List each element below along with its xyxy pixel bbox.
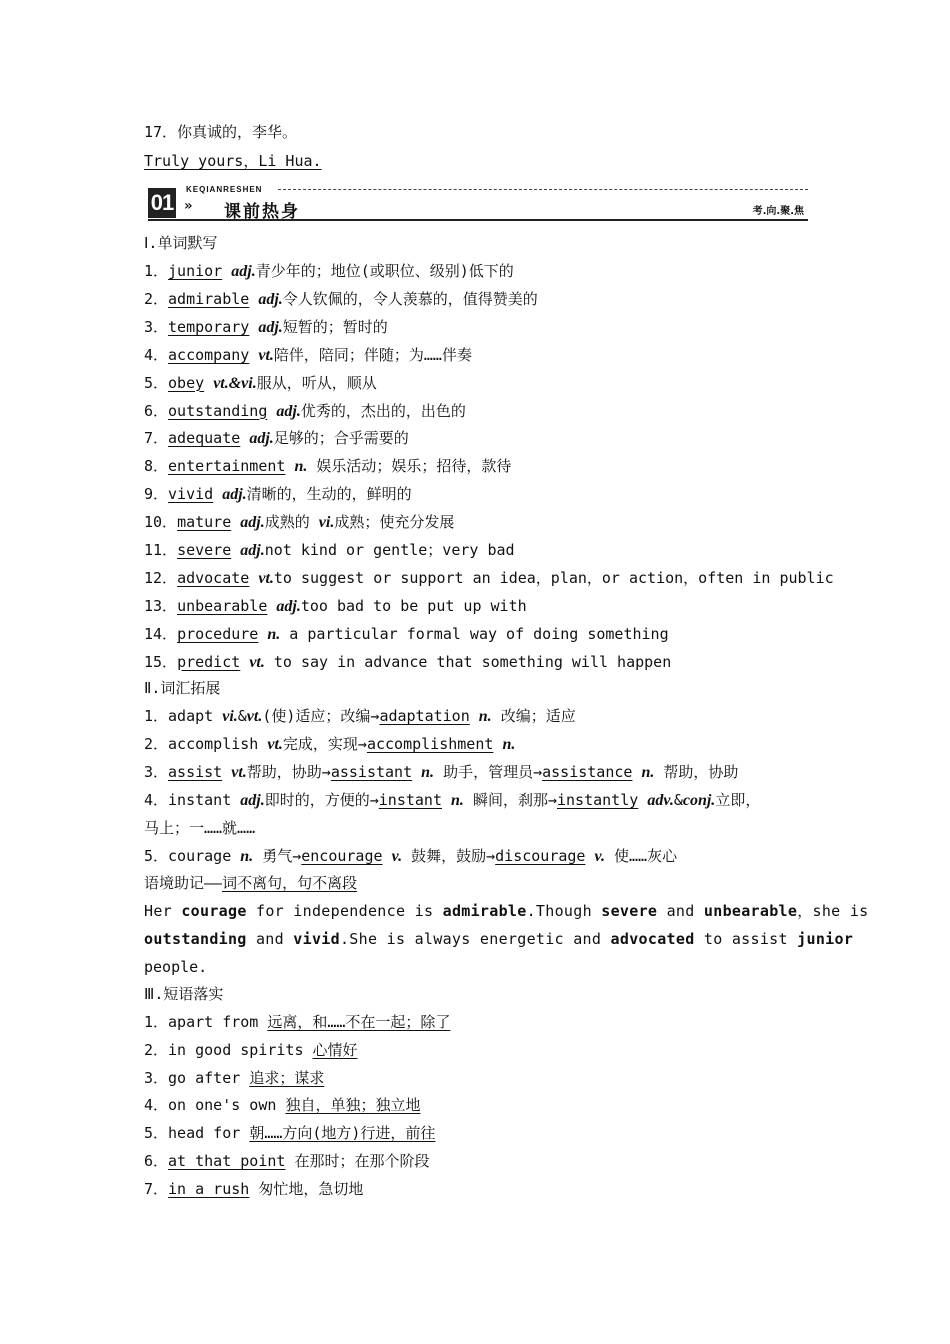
context-paragraph-line-3: people. xyxy=(144,958,208,976)
word-item: 8．entertainment n. 娱乐活动；娱乐；招待，款待 xyxy=(144,457,512,476)
phrase-item: 1．apart from 远离，和……不在一起；除了 xyxy=(144,1013,451,1031)
context-label: 语境助记——词不离句，句不离段 xyxy=(144,874,358,892)
word-item: 14．procedure n. a particular formal way of doing something xyxy=(144,624,669,643)
expansion-item-5: 5．courage n. 勇气→encourage v. 鼓舞，鼓励→discourage v. 使……灰心 xyxy=(144,847,678,865)
phrase-item: 4．on one's own 独自，单独；独立地 xyxy=(144,1096,421,1115)
context-paragraph-line-1: Her courage for independence is admirable.Though severe and unbearable，she is xyxy=(144,902,869,920)
word-item: 9．vivid adj.清晰的，生动的，鲜明的 xyxy=(144,485,412,504)
word-item: 13．unbearable adj.too bad to be put up with xyxy=(144,596,527,615)
word-item: 3．temporary adj.短暂的；暂时的 xyxy=(144,317,388,336)
expansion-item-1: 1．adapt vi.&vt.(使)适应；改编→adaptation n. 改编；适应 xyxy=(144,707,576,725)
word-item: 10．mature adj.成熟的 vi.成熟；使充分发展 xyxy=(144,513,455,532)
word-item: 1．junior adj.青少年的；地位(或职位、级别)低下的 xyxy=(144,262,514,280)
phrase-item: 3．go after 追求；谋求 xyxy=(144,1068,325,1087)
word-item: 12．advocate vt.to suggest or support an idea，plan，or action，often in public xyxy=(144,568,834,587)
phrase-item-6: 6．at that point 在那时；在那个阶段 xyxy=(144,1152,430,1170)
word-item: 7．adequate adj.足够的；合乎需要的 xyxy=(144,429,409,448)
word-item: 5．obey vt.&vi.服从，听从，顺从 xyxy=(144,373,377,392)
phrase-item-7: 7．in a rush 匆忙地，急切地 xyxy=(144,1180,364,1198)
section-header xyxy=(148,184,808,222)
item17-chinese: 17．你真诚的，李华。 xyxy=(144,123,298,141)
word-item: 2．admirable adj.令人钦佩的，令人羡慕的，值得赞美的 xyxy=(144,289,538,308)
expansion-item-4: 4．instant adj.即时的，方便的→instant n. 瞬间，刹那→instantly adv.&conj.立即， xyxy=(144,791,761,809)
expansion-item-4-cont: 马上；一……就…… xyxy=(144,819,256,837)
word-item: 6．outstanding adj.优秀的，杰出的，出色的 xyxy=(144,401,466,420)
context-paragraph-line-2: outstanding and vivid.She is always energetic and advocated to assist junior xyxy=(144,930,854,948)
word-item: 15．predict vt. to say in advance that something will happen xyxy=(144,652,672,671)
section-number: 01 xyxy=(148,188,176,218)
section-title: 课前热身 xyxy=(224,202,300,222)
section-subtitle: KEQIANRESHEN xyxy=(186,185,263,194)
section2-heading: Ⅱ.词汇拓展 xyxy=(144,679,221,697)
section3-heading: Ⅲ.短语落实 xyxy=(144,985,224,1003)
phrase-item: 5．head for 朝……方向(地方)行进，前往 xyxy=(144,1124,436,1143)
header-rule xyxy=(148,219,808,221)
section-tag: 考.向.聚.焦 xyxy=(752,206,804,217)
word-item: 11．severe adj.not kind or gentle；very bad xyxy=(144,541,515,559)
expansion-item-2: 2．accomplish vt.完成，实现→accomplishment n. xyxy=(144,735,516,753)
item17-english: Truly yours，Li Hua. xyxy=(144,152,322,170)
phrase-item: 2．in good spirits 心情好 xyxy=(144,1040,358,1059)
expansion-item-3: 3．assist vt.帮助，协助→assistant n. 助手，管理员→assistance n. 帮助，协助 xyxy=(144,763,739,781)
section1-heading: Ⅰ.单词默写 xyxy=(144,234,218,252)
word-item: 4．accompany vt.陪伴，陪同；伴随；为……伴奏 xyxy=(144,345,472,364)
double-chevron-icon: » xyxy=(184,198,193,214)
dashed-divider xyxy=(278,189,808,190)
